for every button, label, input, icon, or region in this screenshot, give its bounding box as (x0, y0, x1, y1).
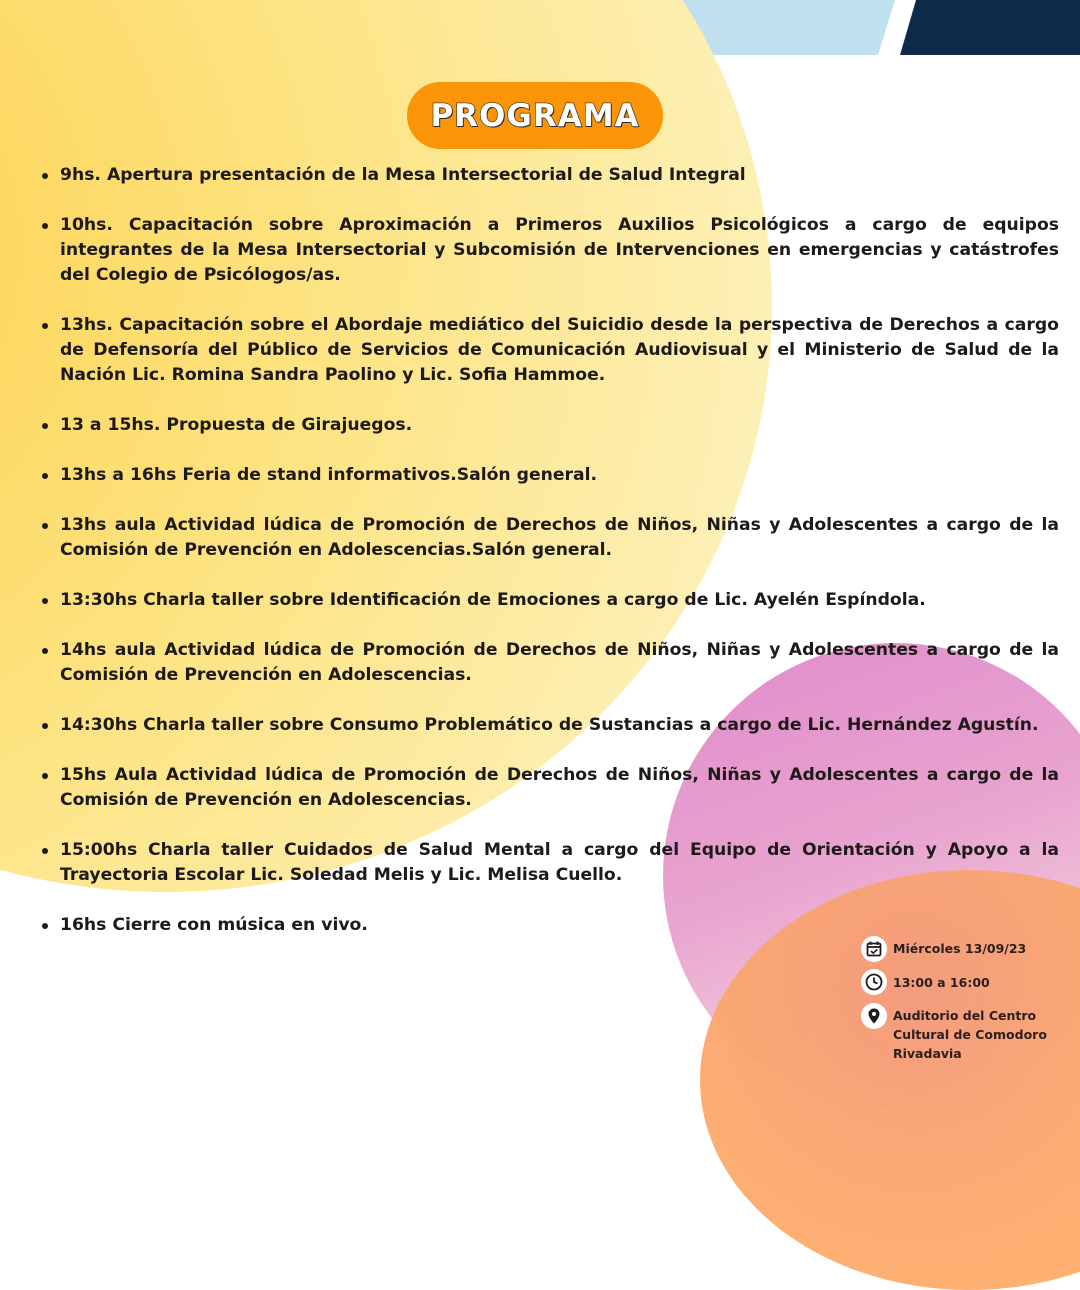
program-item-text: 9hs. Apertura presentación de la Mesa Intersectorial de Salud Integral (60, 165, 746, 185)
program-item (60, 463, 1059, 488)
program-item-text: 13hs. Capacitación sobre el Abordaje mediático del Suicidio desde la perspectiva de Derechos a cargo de Defensoría del Público de Servicios de Comunicación Audiovisual y el Ministerio de Salud de la Nación Lic. Romina Sandra Paolino y Lic. Sofia Hammoe. (60, 315, 1059, 385)
event-date-text: Miércoles 13/09/23 (893, 941, 1027, 956)
bullet-icon (42, 838, 48, 863)
clock-icon (861, 969, 887, 995)
bullet-icon (42, 638, 48, 663)
calendar-icon (861, 936, 887, 962)
program-item-text: 16hs Cierre con música en vivo. (60, 915, 368, 935)
program-list (60, 163, 1059, 963)
program-item (60, 713, 1059, 738)
program-item-text: 13hs a 16hs Feria de stand informativos.Salón general. (60, 465, 597, 485)
program-item-text: 15hs Aula Actividad lúdica de Promoción de Derechos de Niños, Niñas y Adolescentes a cargo de la Comisión de Prevención en Adolescencias. (60, 765, 1059, 810)
bullet-icon (42, 513, 48, 538)
event-time (861, 969, 1053, 995)
program-item (60, 513, 1059, 563)
program-item-text: 14hs aula Actividad lúdica de Promoción de Derechos de Niños, Niñas y Adolescentes a cargo de la Comisión de Prevención en Adolescencias. (60, 640, 1059, 685)
program-item (60, 638, 1059, 688)
program-item (60, 838, 1059, 888)
bullet-icon (42, 413, 48, 438)
program-item (60, 413, 1059, 438)
program-item-text: 10hs. Capacitación sobre Aproximación a Primeros Auxilios Psicológicos a cargo de equipos integrantes de la Mesa Intersectorial y Subcomisión de Intervenciones en emergencias y catástrofes del Colegio de Psicólogos/as. (60, 215, 1059, 285)
program-item-text: 13hs aula Actividad lúdica de Promoción de Derechos de Niños, Niñas y Adolescentes a cargo de la Comisión de Prevención en Adolescencias.Salón general. (60, 515, 1059, 560)
program-item-text: 15:00hs Charla taller Cuidados de Salud Mental a cargo del Equipo de Orientación y Apoyo a la Trayectoria Escolar Lic. Soledad Melis y Lic. Melisa Cuello. (60, 840, 1059, 885)
top-banner-dark-stripe (900, 0, 1080, 55)
program-item (60, 313, 1059, 388)
program-item-text: 13:30hs Charla taller sobre Identificación de Emociones a cargo de Lic. Ayelén Espíndola. (60, 590, 926, 610)
program-item-text: 14:30hs Charla taller sobre Consumo Problemático de Sustancias a cargo de Lic. Hernández Agustín. (60, 715, 1039, 735)
bullet-icon (42, 713, 48, 738)
bullet-icon (42, 588, 48, 613)
event-location (861, 1003, 1053, 1063)
program-item (60, 163, 1059, 188)
program-item-text: 13 a 15hs. Propuesta de Girajuegos. (60, 415, 413, 435)
bullet-icon (42, 463, 48, 488)
bullet-icon (42, 163, 48, 188)
program-item (60, 913, 1059, 938)
program-item (60, 588, 1059, 613)
event-time-text: 13:00 a 16:00 (893, 975, 990, 990)
event-location-text: Auditorio del Centro Cultural de Comodoro Rivadavia (893, 1008, 1047, 1061)
bullet-icon (42, 213, 48, 238)
location-pin-icon (861, 1003, 887, 1029)
title-badge (407, 82, 663, 149)
event-date (861, 936, 1053, 962)
page-title: PROGRAMA (430, 97, 640, 134)
bullet-icon (42, 763, 48, 788)
program-item (60, 763, 1059, 813)
bullet-icon (42, 913, 48, 938)
bullet-icon (42, 313, 48, 338)
program-item (60, 213, 1059, 288)
